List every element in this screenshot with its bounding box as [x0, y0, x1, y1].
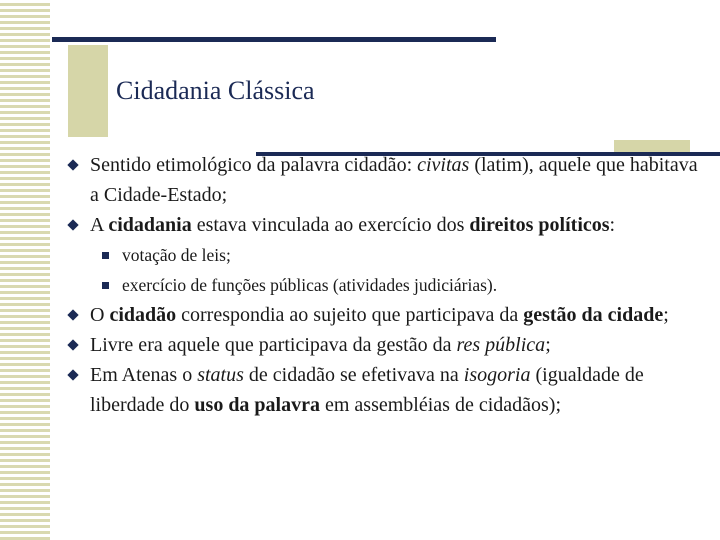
bullet-item	[68, 150, 708, 210]
bullet-text: ;	[663, 304, 669, 326]
bullet-text: Em Atenas o	[90, 364, 198, 386]
bullet-text: direitos políticos	[469, 214, 610, 236]
bullet-text: res pública	[456, 334, 546, 356]
square-bullet-icon	[102, 252, 109, 259]
bullet-item	[68, 360, 708, 420]
bullet-text: :	[609, 214, 616, 236]
bullet-text: status	[197, 364, 244, 386]
bullet-text: (igualdade de liberdade do	[90, 364, 644, 416]
diamond-bullet-icon	[67, 339, 78, 350]
bullet-text: de cidadão se efetivava na	[243, 364, 464, 386]
diamond-bullet-icon	[67, 159, 78, 170]
sub-bullet-text: votação de leis;	[122, 245, 231, 265]
diamond-bullet-icon	[67, 369, 78, 380]
bullet-text: isogoria	[463, 364, 531, 386]
bullet-text: O	[90, 304, 110, 326]
bullet-text: (latim), aquele que habitava a Cidade-Estado;	[90, 154, 698, 206]
title-accent-block	[68, 45, 108, 137]
sub-bullet-item	[68, 240, 708, 270]
bullet-text: A	[90, 214, 109, 236]
bullet-text: em assembléias de cidadãos);	[320, 394, 562, 416]
diamond-bullet-icon	[67, 309, 78, 320]
square-bullet-icon	[102, 282, 109, 289]
bullet-text: Livre era aquele que participava da gestão da	[90, 334, 457, 356]
bullet-item	[68, 330, 708, 360]
bullet-text: correspondia ao sujeito que participava da	[176, 304, 524, 326]
bullet-text: estava vinculada ao exercício dos	[191, 214, 470, 236]
bullet-item	[68, 210, 708, 240]
sub-bullet-text: exercício de funções públicas (atividades judiciárias).	[122, 275, 498, 295]
bullet-text: cidadania	[108, 214, 192, 236]
bullet-text: Sentido etimológico da palavra cidadão:	[90, 154, 418, 176]
bullet-text: cidadão	[109, 304, 177, 326]
bullet-text: ;	[545, 334, 551, 356]
striped-side-bar	[0, 0, 50, 540]
top-rule	[52, 37, 496, 42]
bullet-list	[68, 150, 708, 420]
sub-bullet-item	[68, 270, 708, 300]
bullet-text: uso da palavra	[194, 394, 320, 416]
slide-title: Cidadania Clássica	[116, 76, 315, 105]
bullet-item	[68, 300, 708, 330]
bullet-text: gestão da cidade	[523, 304, 664, 326]
diamond-bullet-icon	[67, 219, 78, 230]
bullet-text: civitas	[417, 154, 470, 176]
